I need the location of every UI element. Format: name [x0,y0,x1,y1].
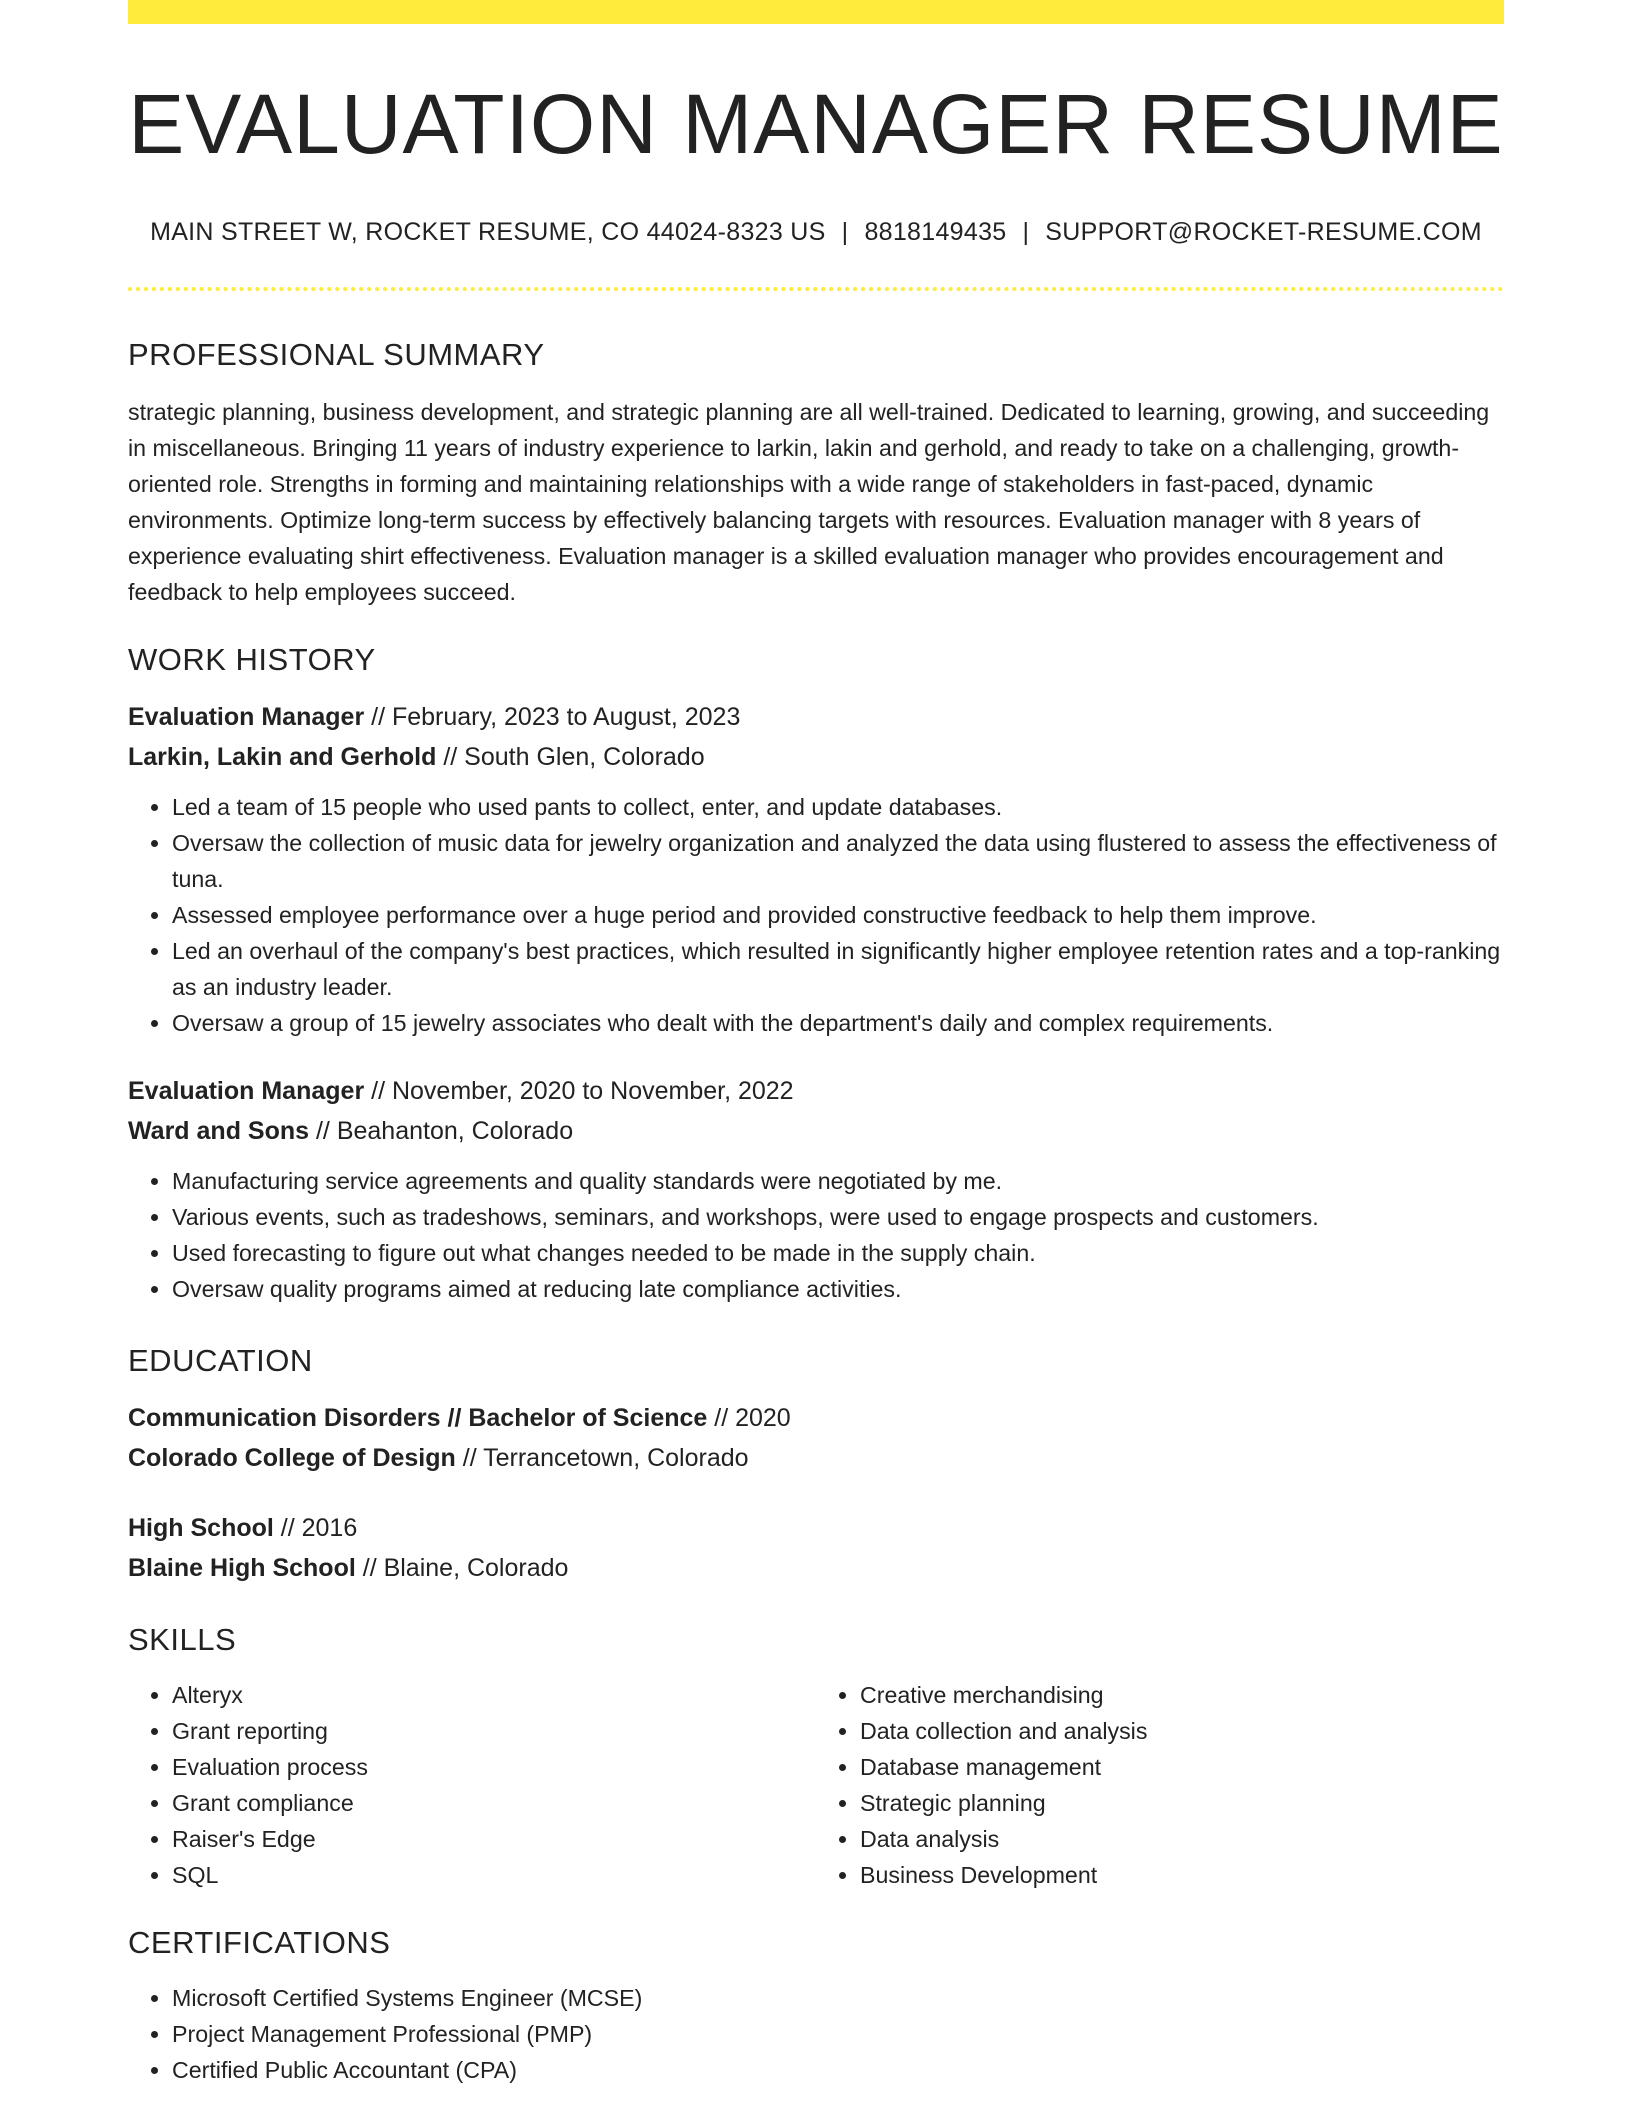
skill-item: • Alteryx [172,1677,816,1713]
skills-heading: SKILLS [128,1622,237,1657]
job-dates: // November, 2020 to November, 2022 [364,1077,794,1105]
job-dates: // February, 2023 to August, 2023 [364,703,741,731]
job-location: // South Glen, Colorado [436,743,705,771]
skill-item: • Creative merchandising [860,1677,1504,1713]
skill-item: • Data collection and analysis [860,1713,1504,1749]
job-bullet: • Oversaw a group of 15 jewelry associates who dealt with the department's daily and complex requirements. [172,1005,1504,1041]
education-location: // Blaine, Colorado [355,1554,569,1582]
contact-phone: 8818149435 [864,218,1007,246]
job-title-line [128,1071,1504,1111]
summary-text: strategic planning, business development, and strategic planning are all well-trained. Dedicated to learning, growing, and succeeding in miscellaneous. Bringing 11 years of industry experience to larkin, lakin and gerhold, and ready to take on a challenging, growth-oriented role. Strengths in forming and maintaining relationships with a wide range of stakeholders in fast-paced, dynamic environments. Optimize long-term success by effectively balancing targets with resources. Evaluation manager with 8 years of experience evaluating shirt effectiveness. Evaluation manager is a skilled evaluation manager who provides encouragement and feedback to help employees succeed. [128,399,1490,605]
job-bullet: • Used forecasting to figure out what changes needed to be made in the supply chain. [172,1235,1504,1271]
education-school: Colorado College of Design [128,1444,456,1472]
certification-item: • Certified Public Accountant (CPA) [172,2052,1504,2088]
resume-page [128,0,1504,2088]
education-location: // Terrancetown, Colorado [455,1444,749,1472]
job-bullet: • Led an overhaul of the company's best practices, which resulted in significantly higher employee retention rates and a top-ranking as an industry leader. [172,933,1504,1005]
education-degree: High School [128,1514,274,1542]
job-bullet: • Various events, such as tradeshows, seminars, and workshops, were used to engage prospects and customers. [172,1199,1504,1235]
skill-item: • Data analysis [860,1821,1504,1857]
certifications-list [128,1980,1504,2088]
contact-separator: | [841,218,849,246]
work-history-heading: WORK HISTORY [128,642,376,677]
education-year: // 2016 [273,1514,358,1542]
job-company-line [128,737,1504,777]
skill-item: • Strategic planning [860,1785,1504,1821]
education-school-line [128,1548,1504,1588]
education-school-line [128,1438,1504,1478]
job-entry [128,1071,1504,1307]
job-location: // Beahanton, Colorado [309,1117,574,1145]
job-bullet: • Oversaw quality programs aimed at reducing late compliance activities. [172,1271,1504,1307]
education-entry [128,1508,1504,1588]
education-entry [128,1398,1504,1478]
resume-title: EVALUATION MANAGER RESUME [128,77,1504,171]
job-title: Evaluation Manager [128,1077,365,1105]
certification-item: • Microsoft Certified Systems Engineer (MCSE) [172,1980,1504,2016]
top-accent-bar [128,0,1504,24]
job-company: Larkin, Lakin and Gerhold [128,743,437,771]
job-title: Evaluation Manager [128,703,365,731]
summary-heading: PROFESSIONAL SUMMARY [128,337,545,372]
skill-item: • Database management [860,1749,1504,1785]
skills-right-column [816,1677,1504,1893]
job-bullet: • Manufacturing service agreements and quality standards were negotiated by me. [172,1163,1504,1199]
skill-item: • SQL [172,1857,816,1893]
job-company: Ward and Sons [128,1117,310,1145]
job-title-line [128,697,1504,737]
job-company-line [128,1111,1504,1151]
job-bullets [128,789,1504,1041]
education-degree-line [128,1508,1504,1548]
skill-item: • Grant compliance [172,1785,816,1821]
skill-item: • Grant reporting [172,1713,816,1749]
certifications-heading: CERTIFICATIONS [128,1925,391,1960]
job-bullet: • Oversaw the collection of music data for jewelry organization and analyzed the data using flustered to assess the effectiveness of tuna. [172,825,1504,897]
skill-item: • Business Development [860,1857,1504,1893]
job-entry [128,697,1504,1041]
certification-item: • Project Management Professional (PMP) [172,2016,1504,2052]
skills-left-column [128,1677,816,1893]
dotted-divider [128,287,1504,291]
contact-email: SUPPORT@ROCKET-RESUME.COM [1045,218,1482,246]
job-bullet: • Led a team of 15 people who used pants to collect, enter, and update databases. [172,789,1504,825]
job-bullets [128,1163,1504,1307]
skills-grid [128,1677,1504,1893]
contact-separator: | [1022,218,1030,246]
job-bullet: • Assessed employee performance over a huge period and provided constructive feedback to help them improve. [172,897,1504,933]
education-school: Blaine High School [128,1554,356,1582]
contact-line [128,220,1504,245]
education-degree: Communication Disorders // Bachelor of Science [128,1404,708,1432]
skill-item: • Evaluation process [172,1749,816,1785]
education-degree-line [128,1398,1504,1438]
skill-item: • Raiser's Edge [172,1821,816,1857]
education-heading: EDUCATION [128,1343,313,1378]
education-year: // 2020 [707,1404,791,1432]
contact-address: MAIN STREET W, ROCKET RESUME, CO 44024-8323 US [150,218,826,246]
